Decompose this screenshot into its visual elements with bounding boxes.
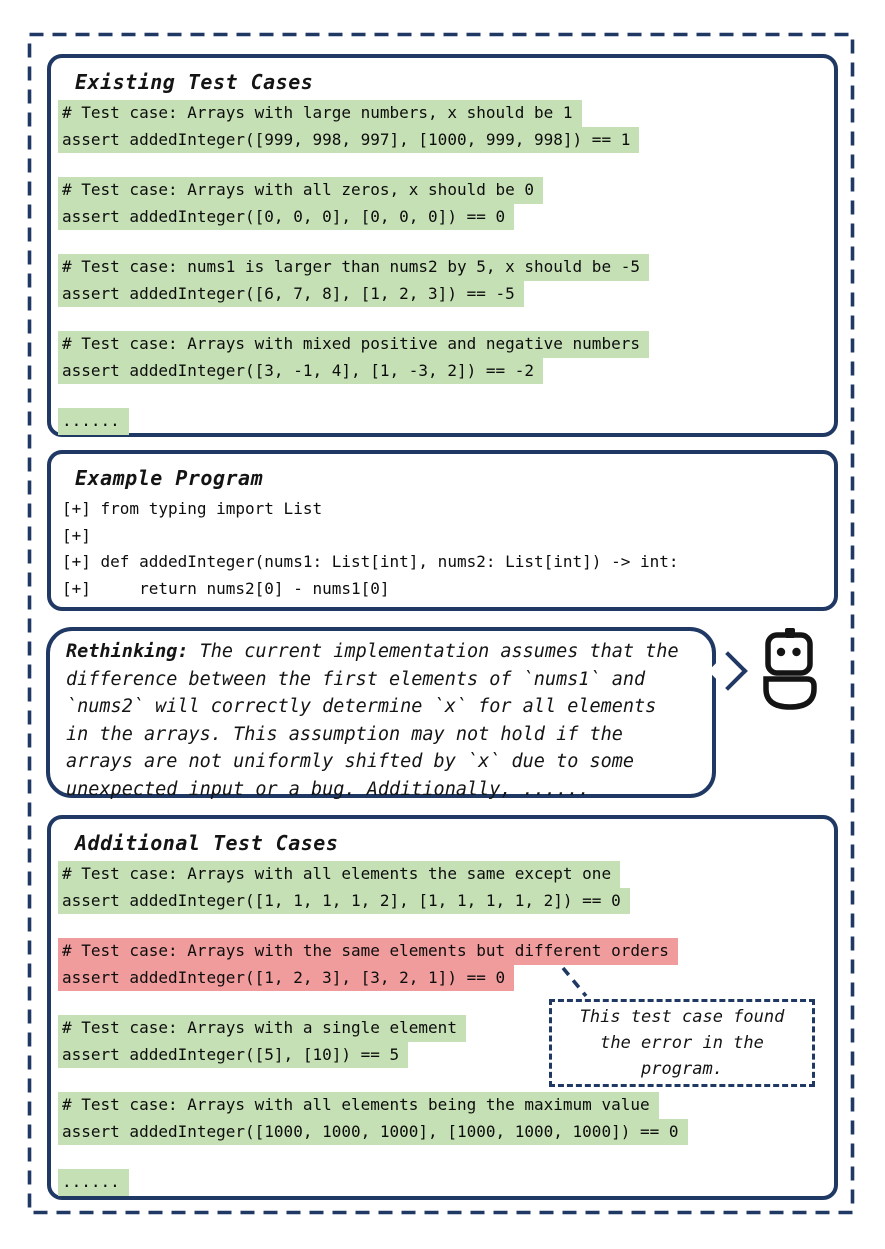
test-case-block — [58, 1092, 826, 1145]
code-line: [+] def addedInteger(nums1: List[int], nums2: List[int]) -> int: — [62, 552, 679, 571]
code-line: assert addedInteger([0, 0, 0], [0, 0, 0]) == 0 — [58, 204, 514, 231]
code-line: assert addedInteger([1000, 1000, 1000], [1000, 1000, 1000]) == 0 — [58, 1119, 688, 1146]
code-line: # Test case: Arrays with the same elements but different orders — [58, 938, 678, 965]
example-program-title: Example Program — [75, 466, 264, 490]
robot-eye-right — [792, 648, 800, 656]
rethinking-speech-bubble — [46, 627, 716, 798]
robot-eye-left — [777, 648, 785, 656]
additional-test-cases-title: Additional Test Cases — [75, 831, 339, 855]
code-line: # Test case: Arrays with all elements the same except one — [58, 861, 620, 888]
test-case-block — [58, 100, 826, 153]
code-line: # Test case: Arrays with a single element — [58, 1015, 466, 1042]
code-line: ...... — [58, 408, 129, 435]
robot-icon — [762, 628, 818, 714]
code-line: # Test case: Arrays with all zeros, x should be 0 — [58, 177, 543, 204]
example-program-panel — [47, 450, 838, 611]
test-case-block — [58, 177, 826, 230]
code-line: assert addedInteger([5], [10]) == 5 — [58, 1042, 408, 1069]
example-program-code — [58, 496, 826, 602]
rethinking-label: Rethinking: — [66, 641, 200, 662]
rethinking-line: `nums2` will correctly determine `x` for all elements — [66, 696, 657, 717]
error-callout — [549, 999, 815, 1087]
code-line: assert addedInteger([6, 7, 8], [1, 2, 3]) == -5 — [58, 281, 524, 308]
rethinking-line: unexpected input or a bug. Additionally, ...... — [66, 778, 590, 800]
code-line: assert addedInteger([3, -1, 4], [1, -3, 2]) == -2 — [58, 358, 543, 385]
existing-test-cases-title: Existing Test Cases — [75, 70, 314, 94]
code-line: assert addedInteger([1, 1, 1, 1, 2], [1, 1, 1, 1, 2]) == 0 — [58, 888, 630, 915]
code-line: assert addedInteger([999, 998, 997], [1000, 999, 998]) == 1 — [58, 127, 639, 154]
existing-test-cases-panel — [47, 54, 838, 437]
test-case-block — [58, 1169, 826, 1196]
code-line: # Test case: Arrays with all elements being the maximum value — [58, 1092, 659, 1119]
code-line: [+] return nums2[0] - nums1[0] — [62, 578, 390, 598]
code-line: # Test case: Arrays with mixed positive and negative numbers — [58, 331, 649, 358]
test-case-block — [58, 254, 826, 307]
rethinking-text — [66, 638, 712, 803]
error-callout-text: This test case found the error in the program. — [579, 1007, 785, 1079]
code-line: # Test case: nums1 is larger than nums2 by 5, x should be -5 — [58, 254, 649, 281]
test-case-block — [58, 938, 826, 991]
rethinking-line: Rethinking: The current implementation assumes that the — [66, 641, 679, 662]
code-line: [+] — [62, 525, 91, 545]
additional-test-cases-panel — [47, 815, 838, 1200]
rethinking-line: in the arrays. This assumption may not hold if the — [66, 723, 623, 745]
code-line: # Test case: Arrays with large numbers, x should be 1 — [58, 100, 582, 127]
existing-test-cases-code — [58, 100, 826, 435]
code-line: ...... — [58, 1169, 129, 1196]
test-case-block — [58, 861, 826, 914]
test-case-block — [58, 331, 826, 384]
robot-body — [766, 679, 814, 707]
code-line: assert addedInteger([1, 2, 3], [3, 2, 1]) == 0 — [58, 965, 514, 992]
code-line: [+] from typing import List — [62, 499, 323, 518]
robot-head — [768, 635, 810, 673]
test-case-block — [58, 408, 826, 435]
rethinking-line: difference between the first elements of `nums1` and — [66, 668, 646, 690]
rethinking-line: arrays are not uniformly shifted by `x` due to some — [66, 751, 635, 772]
